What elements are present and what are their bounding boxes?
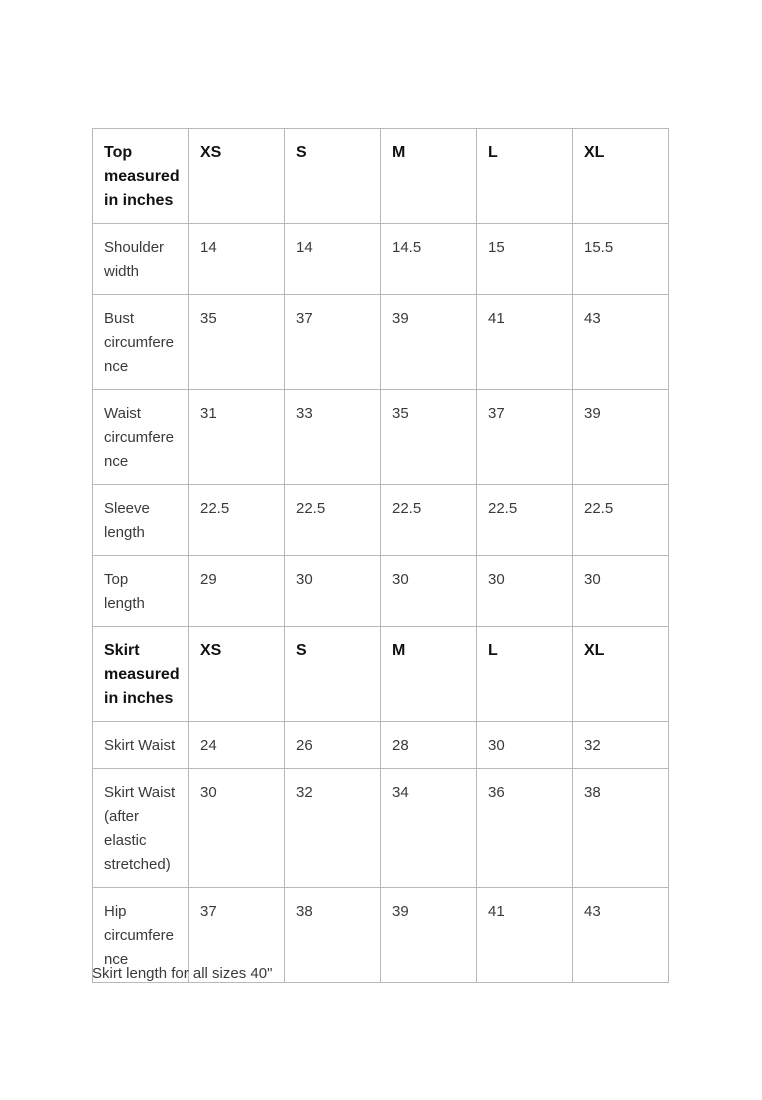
table-cell: 32 — [285, 769, 381, 888]
table-cell: 28 — [381, 722, 477, 769]
table-row — [93, 390, 669, 485]
header-cell: XL — [573, 129, 669, 224]
header-cell: M — [381, 627, 477, 722]
header-cell: S — [285, 129, 381, 224]
table-cell: 26 — [285, 722, 381, 769]
header-cell: XS — [189, 129, 285, 224]
table-cell: 14 — [285, 224, 381, 295]
table-cell: 38 — [573, 769, 669, 888]
row-label: Hip circumfere nce — [93, 888, 189, 983]
table-cell: 29 — [189, 556, 285, 627]
table-cell: 30 — [189, 769, 285, 888]
table-cell: 22.5 — [285, 485, 381, 556]
table-cell: 30 — [573, 556, 669, 627]
table-cell: 24 — [189, 722, 285, 769]
table-cell: 33 — [285, 390, 381, 485]
table-cell: 22.5 — [477, 485, 573, 556]
table-cell: 36 — [477, 769, 573, 888]
table-cell: 14.5 — [381, 224, 477, 295]
table-cell: 15.5 — [573, 224, 669, 295]
table-cell: 39 — [381, 295, 477, 390]
table-cell: 37 — [285, 295, 381, 390]
row-label: Sleeve length — [93, 485, 189, 556]
header-cell: L — [477, 627, 573, 722]
skirt-header-row — [93, 627, 669, 722]
size-chart-table — [92, 128, 669, 983]
table-row — [93, 769, 669, 888]
table-cell: 34 — [381, 769, 477, 888]
table-cell: 41 — [477, 295, 573, 390]
table-cell: 35 — [189, 295, 285, 390]
header-cell: Skirt measured in inches — [93, 627, 189, 722]
table-cell: 15 — [477, 224, 573, 295]
table-cell: 41 — [477, 888, 573, 983]
header-cell: XS — [189, 627, 285, 722]
table-cell: 43 — [573, 888, 669, 983]
header-cell: M — [381, 129, 477, 224]
table-row — [93, 722, 669, 769]
table-row — [93, 295, 669, 390]
table-cell: 30 — [285, 556, 381, 627]
table-cell: 22.5 — [381, 485, 477, 556]
table-cell: 30 — [477, 722, 573, 769]
table-cell: 38 — [285, 888, 381, 983]
table-cell: 31 — [189, 390, 285, 485]
row-label: Top length — [93, 556, 189, 627]
table-cell: 32 — [573, 722, 669, 769]
row-label: Skirt Waist — [93, 722, 189, 769]
header-cell: Top measured in inches — [93, 129, 189, 224]
row-label: Skirt Waist (after elastic stretched) — [93, 769, 189, 888]
table-row — [93, 556, 669, 627]
table-cell: 35 — [381, 390, 477, 485]
skirt-length-note: Skirt length for all sizes 40" — [92, 965, 273, 982]
row-label: Bust circumfere nce — [93, 295, 189, 390]
table-cell: 37 — [477, 390, 573, 485]
header-cell: S — [285, 627, 381, 722]
header-cell: XL — [573, 627, 669, 722]
table-cell: 30 — [381, 556, 477, 627]
table-row — [93, 485, 669, 556]
table-cell: 22.5 — [573, 485, 669, 556]
row-label: Shoulder width — [93, 224, 189, 295]
table-cell: 14 — [189, 224, 285, 295]
table-row — [93, 224, 669, 295]
table-cell: 39 — [381, 888, 477, 983]
top-header-row — [93, 129, 669, 224]
header-cell: L — [477, 129, 573, 224]
table-cell: 43 — [573, 295, 669, 390]
table-cell: 39 — [573, 390, 669, 485]
table-cell: 30 — [477, 556, 573, 627]
table-cell: 22.5 — [189, 485, 285, 556]
table-cell: 37 — [189, 888, 285, 983]
row-label: Waist circumfere nce — [93, 390, 189, 485]
